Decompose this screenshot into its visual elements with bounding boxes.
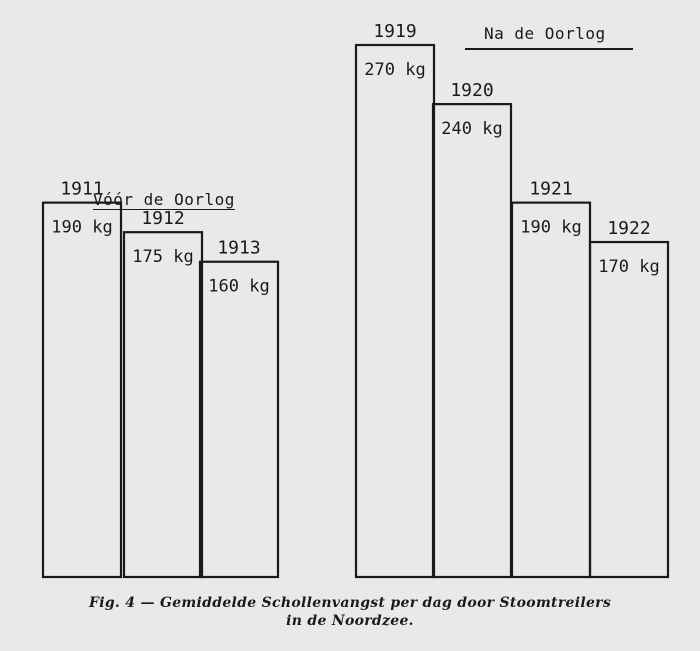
bar-1921 bbox=[512, 203, 590, 577]
value-label-1911: 190 kg bbox=[51, 217, 113, 238]
year-label-1911: 1911 bbox=[60, 178, 104, 200]
bar-1920 bbox=[433, 104, 511, 577]
value-label-1912: 175 kg bbox=[132, 247, 194, 268]
value-label-1919: 270 kg bbox=[364, 60, 426, 80]
group-label-after-war: Na de Oorlog bbox=[484, 24, 606, 43]
year-label-1913: 1913 bbox=[217, 237, 261, 259]
bar-1913 bbox=[200, 262, 278, 577]
value-label-1920: 240 kg bbox=[441, 119, 503, 140]
bar-1912 bbox=[124, 232, 202, 577]
year-label-1912: 1912 bbox=[141, 208, 185, 230]
bar-1919 bbox=[356, 45, 434, 577]
year-label-1922: 1922 bbox=[607, 218, 651, 240]
value-label-1921: 190 kg bbox=[520, 217, 582, 238]
bar-1922 bbox=[590, 242, 668, 577]
figure-caption-line2: in de Noordzee. bbox=[286, 613, 414, 629]
figure-caption-line1: Fig. 4 — Gemiddelde Schollenvangst per dag door Stoomtreilers bbox=[88, 595, 612, 611]
bar-1911 bbox=[43, 203, 121, 577]
value-label-1913: 160 kg bbox=[208, 276, 270, 297]
value-label-1922: 170 kg bbox=[598, 257, 660, 278]
year-label-1921: 1921 bbox=[529, 178, 573, 200]
year-label-1920: 1920 bbox=[450, 80, 494, 102]
year-label-1919: 1919 bbox=[373, 21, 417, 42]
group-label-before-war: Vóór de Oorlog bbox=[93, 190, 235, 209]
